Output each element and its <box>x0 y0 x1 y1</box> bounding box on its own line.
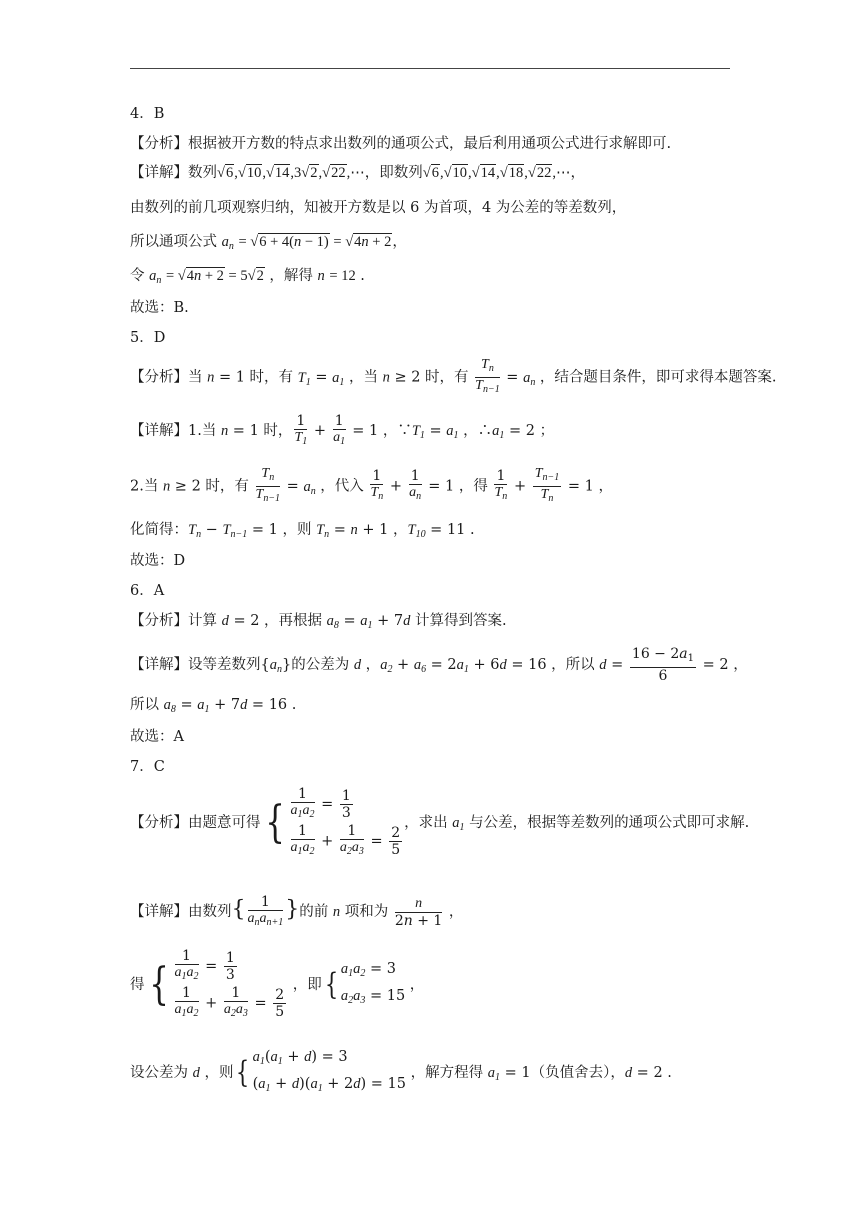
q5-head: 5．D <box>130 330 166 346</box>
q5-detail-3: 化简得：$T_n - T_{n-1} = 1$ ，则 $T_n = n + 1$ ，$T_{10} = 11$ . <box>130 522 475 540</box>
q4-detail-3: 所以通项公式 $a_n = √6 + 4(n - 1) = √4n + 2$， <box>130 234 407 252</box>
q6-detail-2: 所以 $a_8 = a_1 + 7d = 16$ . <box>130 697 297 715</box>
q5-detail-1: 【详解】1.当 n = 1 时， $\frac{1}{T_1}$ + $\frac{1}{a_1}$ = 1 ，$\because T_1 = a_1$ ，$\therefore a_1 = 2$ ； <box>130 412 555 447</box>
header-rule <box>130 68 730 69</box>
q4-analysis: 【分析】根据被开方数的特点求出数列的通项公式，最后利用通项公式进行求解即可. <box>130 136 672 152</box>
q4-detail-2: 由数列的前几项观察归纳，知被开方数是以 6 为首项，4 为公差的等差数列， <box>130 200 627 216</box>
q5-detail-2: 2.当 n ≥ 2 时，有 $\frac{T_n}{T_{n-1}}$ = $a_n$ ，代入 $\frac{1}{T_n}$ + $\frac{1}{a_n}$ = 1 ，得 $\frac{1}{T_n}$ + $\frac{T_{n-1}}{T_n}$ = 1 ， <box>130 466 613 504</box>
q4-answer: 故选：B. <box>130 300 189 316</box>
q7-analysis: 【分析】由题意可得{ $\frac{1}{a_1a_2}$ = $\frac{1}{3}$ $\frac{1}{a_1a_2}$ + $\frac{1}{a_2a_3}$ = $\frac{2}{5}$ ，求出 $a_1$ 与公差，根据等差数列的通项公式即可求解. <box>130 786 750 858</box>
q7-head: 7．C <box>130 759 165 775</box>
q7-detail-3: 设公差为 d ，则{ $a_1(a_1 + d) = 3$ $(a_1 + d)(a_1 + 2d) = 15$ ，解方程得 $a_1 = 1$（负值舍去），d = 2 . <box>130 1049 672 1094</box>
q5-answer: 故选：D <box>130 553 186 569</box>
q6-analysis: 【分析】计算 d = 2 ，再根据 $a_8 = a_1 + 7d$ 计算得到答案. <box>130 613 507 631</box>
q7-detail-1: 【详解】由数列{ $\frac{1}{a_na_{n+1}}$ }的前 n 项和为 $\frac{n}{2n + 1}$ ， <box>130 893 464 929</box>
q7-detail-2: 得{ $\frac{1}{a_1a_2}$ = $\frac{1}{3}$ $\frac{1}{a_1a_2}$ + $\frac{1}{a_2a_3}$ = $\frac{2}{5}$ ，即{ $a_1a_2 = 3$ $a_2a_3 = 15$ ， <box>130 948 425 1020</box>
q5-analysis: 【分析】当 n = 1 时，有 $T_1 = a_1$ ，当 n ≥ 2 时，有 $\frac{T_n}{T_{n-1}}$ = $a_n$ ，结合题目条件，即可求得本题答案. <box>130 357 777 395</box>
q4-detail-4: 令 $a_n = √4n + 2 = 5√2$ ，解得 n = 12 . <box>130 268 365 286</box>
q6-detail-1: 【详解】设等差数列$\{a_n\}$的公差为 d ，$a_2 + a_6 = 2a_1 + 6d = 16$ ，所以 d = $\frac{16 - 2a_1}{6}$ = 2 ， <box>130 646 748 684</box>
q4-detail-1: 【详解】数列√6,√10,√14,3√2,√22,⋯，即数列√6,√10,√14,√18,√22,⋯， <box>130 165 585 181</box>
q4-head: 4．B <box>130 106 165 122</box>
q6-head: 6．A <box>130 583 165 599</box>
q6-answer: 故选：A <box>130 729 184 745</box>
